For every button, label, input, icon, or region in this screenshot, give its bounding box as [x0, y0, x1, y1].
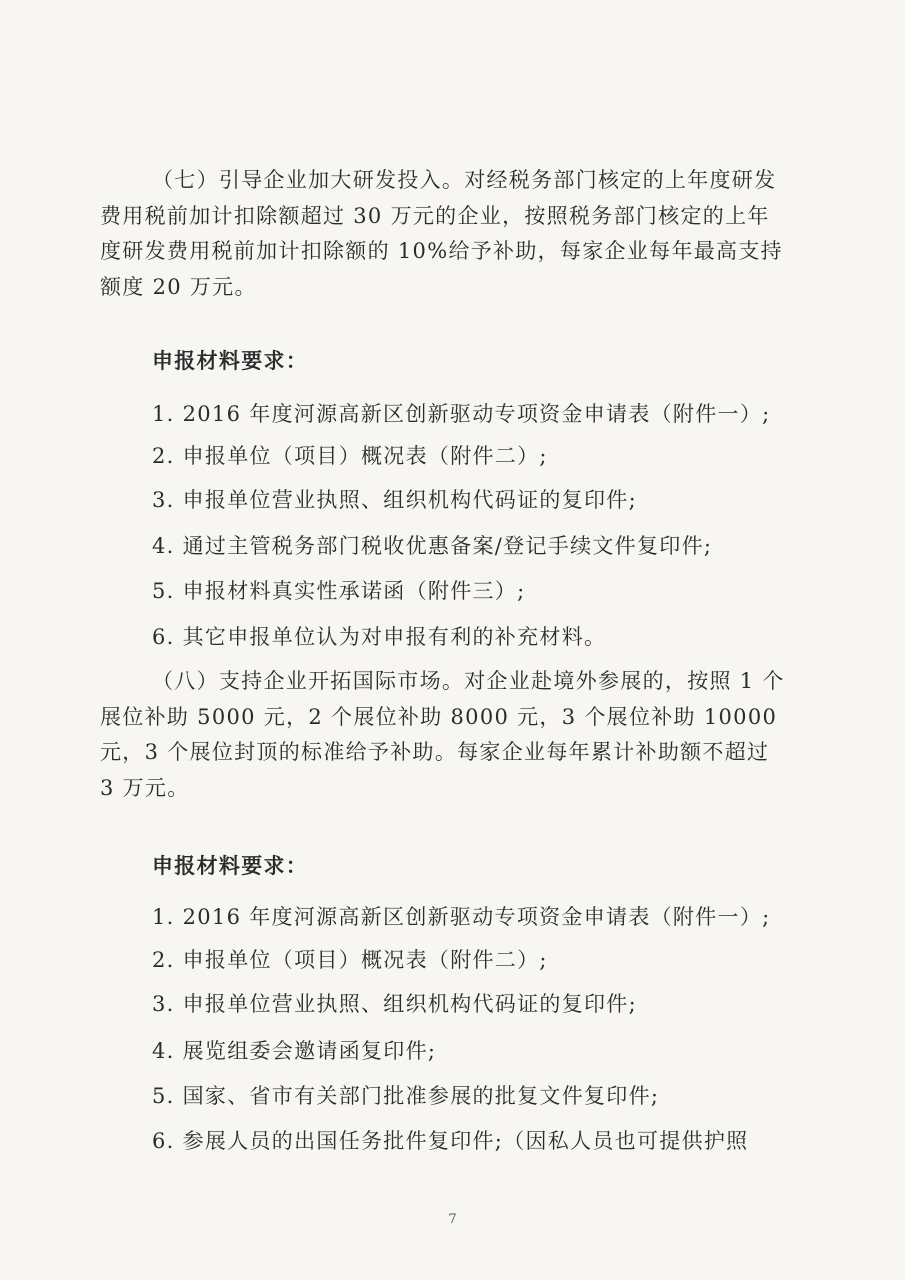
section-7-item-3: 3. 申报单位营业执照、组织机构代码证的复印件; — [152, 488, 637, 512]
page-number: 7 — [448, 1212, 457, 1227]
section-7-item-5: 5. 申报材料真实性承诺函（附件三）; — [152, 579, 526, 603]
section-8-requirements-heading: 申报材料要求： — [152, 853, 309, 878]
section-8-item-6: 6. 参展人员的出国任务批件复印件;（因私人员也可提供护照 — [152, 1129, 749, 1153]
section-7-requirements-heading: 申报材料要求： — [152, 348, 309, 373]
section-8-paragraph: （八）支持企业开拓国际市场。对企业赴境外参展的，按照 1 个展位补助 5000 元，2 个展位补助 8000 元，3 个展位补助 10000 元，3 个展位封顶的标准给予补助。每家企业每年累计补助额不超过 3 万元。 — [100, 669, 785, 800]
section-7-item-6: 6. 其它申报单位认为对申报有利的补充材料。 — [152, 625, 607, 649]
section-7-item-2: 2. 申报单位（项目）概况表（附件二）; — [152, 444, 548, 468]
section-8-item-5: 5. 国家、省市有关部门批准参展的批复文件复印件; — [152, 1084, 660, 1108]
section-8-item-3: 3. 申报单位营业执照、组织机构代码证的复印件; — [152, 992, 637, 1016]
section-8-item-4: 4. 展览组委会邀请函复印件; — [152, 1039, 437, 1063]
section-8-item-1: 1. 2016 年度河源高新区创新驱动专项资金申请表（附件一）; — [152, 905, 771, 929]
section-7-paragraph: （七）引导企业加大研发投入。对经税务部门核定的上年度研发费用税前加计扣除额超过 30 万元的企业，按照税务部门核定的上年度研发费用税前加计扣除额的 10%给予补助，每家企业每年最高支持额度 20 万元。 — [100, 168, 783, 299]
section-7-item-4: 4. 通过主管税务部门税收优惠备案/登记手续文件复印件; — [152, 534, 713, 558]
section-8-item-2: 2. 申报单位（项目）概况表（附件二）; — [152, 948, 548, 972]
section-7-item-1: 1. 2016 年度河源高新区创新驱动专项资金申请表（附件一）; — [152, 402, 771, 426]
